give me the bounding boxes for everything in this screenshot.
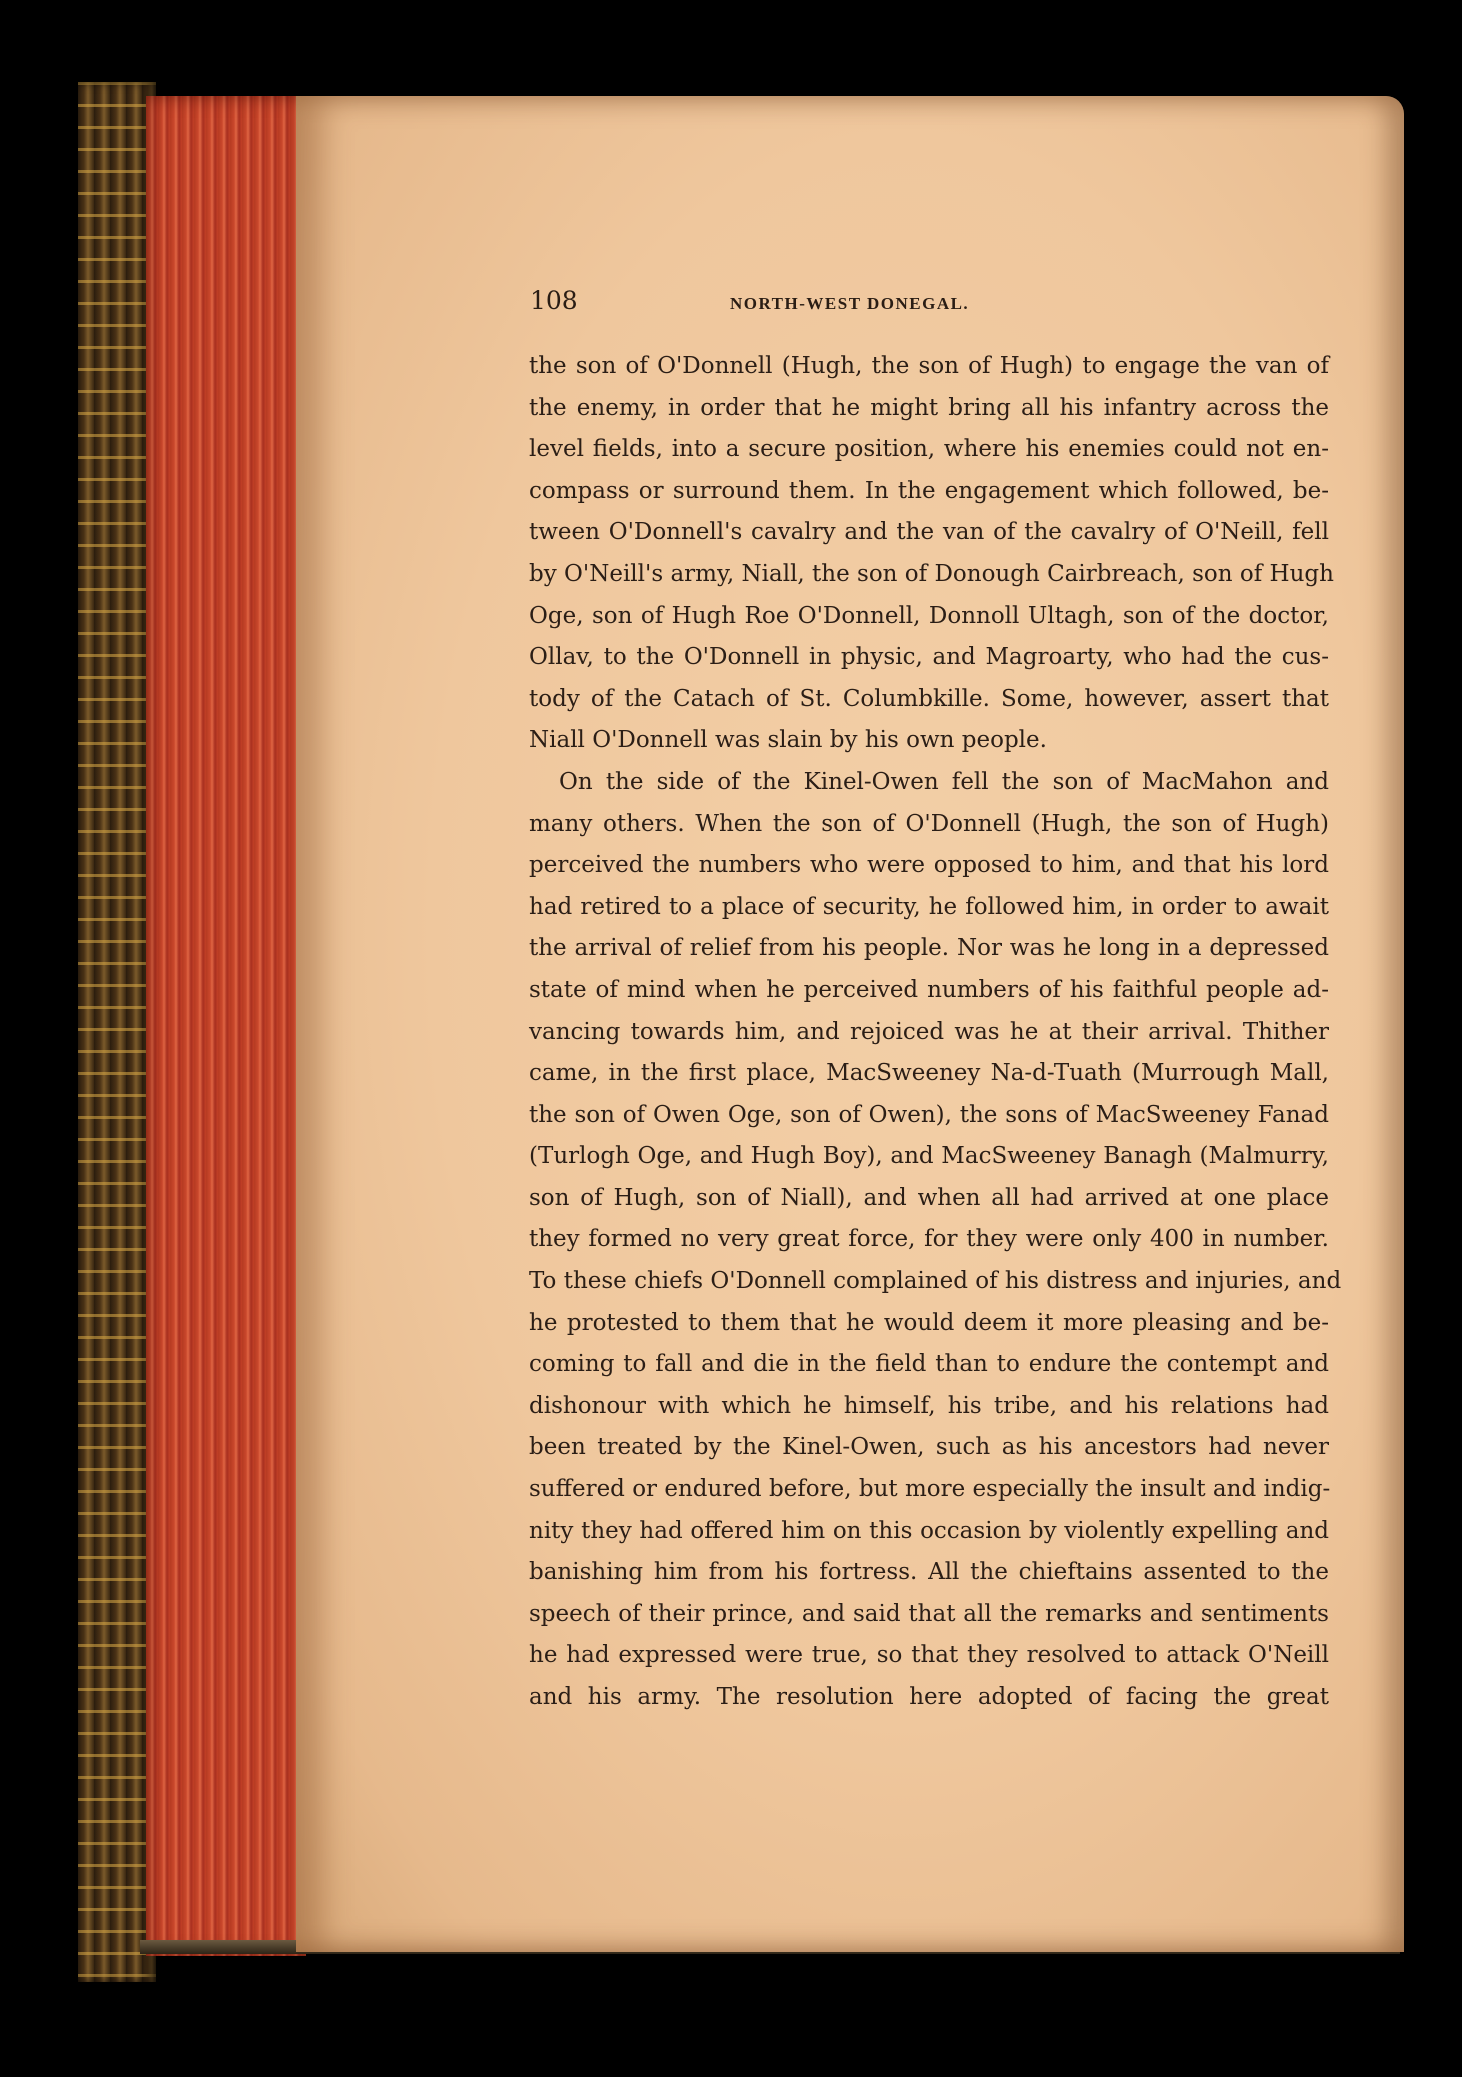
text-line: had retired to a place of security, he followed him, in order to await (529, 893, 1329, 920)
text-line: compass or surround them. In the engagement which followed, be- (529, 477, 1329, 504)
text-line: by O'Neill's army, Niall, the son of Donough Cairbreach, son of Hugh (529, 560, 1334, 587)
page-edges (146, 96, 306, 1956)
text-line: he had expressed were true, so that they resolved to attack O'Neill (529, 1642, 1329, 1669)
text-line: the son of Owen Oge, son of Owen), the sons of MacSweeney Fanad (529, 1101, 1329, 1128)
text-line: On the side of the Kinel-Owen fell the son of MacMahon and (559, 768, 1329, 795)
text-line: the enemy, in order that he might bring all his infantry across the (529, 394, 1329, 421)
body-text (529, 346, 1342, 1719)
text-line: perceived the numbers who were opposed to him, and that his lord (529, 852, 1329, 879)
text-line: and his army. The resolution here adopted of facing the great (529, 1684, 1329, 1710)
text-line: suffered or endured before, but more especially the insult and indig- (529, 1476, 1331, 1503)
text-line: came, in the first place, MacSweeney Na-d-Tuath (Murrough Mall, (529, 1060, 1329, 1087)
text-line: banishing him from his fortress. All the chieftains assented to the (529, 1559, 1329, 1586)
text-line: the son of O'Donnell (Hugh, the son of Hugh) to engage the van of (529, 353, 1329, 379)
running-head: NORTH-WEST DONEGAL. (730, 294, 970, 313)
text-line: tween O'Donnell's cavalry and the van of the cavalry of O'Neill, fell (529, 519, 1329, 546)
text-line: nity they had offered him on this occasion by violently expelling and (529, 1517, 1329, 1544)
text-line: state of mind when he perceived numbers of his faithful people ad- (529, 976, 1329, 1003)
book-page (296, 96, 1404, 1952)
page-header (530, 286, 1330, 326)
text-line: To these chiefs O'Donnell complained of his distress and injuries, and (529, 1268, 1342, 1295)
text-line: he protested to them that he would deem it more pleasing and be- (529, 1309, 1329, 1336)
text-line: (Turlogh Oge, and Hugh Boy), and MacSweeney Banagh (Malmurry, (529, 1143, 1329, 1170)
text-line: son of Hugh, son of Niall), and when all had arrived at one place (529, 1184, 1329, 1211)
text-line: Oge, son of Hugh Roe O'Donnell, Donnoll Ultagh, son of the doctor, (529, 602, 1329, 629)
text-line: dishonour with which he himself, his tribe, and his relations had (529, 1392, 1329, 1419)
text-line: they formed no very great force, for they were only 400 in number. (529, 1226, 1329, 1253)
text-line: the arrival of relief from his people. Nor was he long in a depressed (529, 935, 1329, 962)
text-line: vancing towards him, and rejoiced was he at their arrival. Thither (529, 1018, 1329, 1045)
text-line: many others. When the son of O'Donnell (Hugh, the son of Hugh) (529, 810, 1329, 837)
text-line: been treated by the Kinel-Owen, such as his ancestors had never (529, 1434, 1329, 1461)
text-line: tody of the Catach of St. Columbkille. Some, however, assert that (529, 685, 1329, 712)
book-spine (78, 82, 156, 1982)
paragraph-2 (529, 762, 1342, 1719)
text-line: level fields, into a secure position, where his enemies could not en- (529, 436, 1329, 463)
text-line: coming to fall and die in the field than to endure the contempt and (529, 1351, 1329, 1378)
text-line: speech of their prince, and said that all the remarks and sentiments (529, 1600, 1329, 1627)
page-number: 108 (530, 286, 578, 315)
text-line: Ollav, to the O'Donnell in physic, and Magroarty, who had the cus- (529, 644, 1329, 671)
text-line: Niall O'Donnell was slain by his own people. (529, 727, 1047, 754)
paragraph-1 (529, 346, 1334, 762)
